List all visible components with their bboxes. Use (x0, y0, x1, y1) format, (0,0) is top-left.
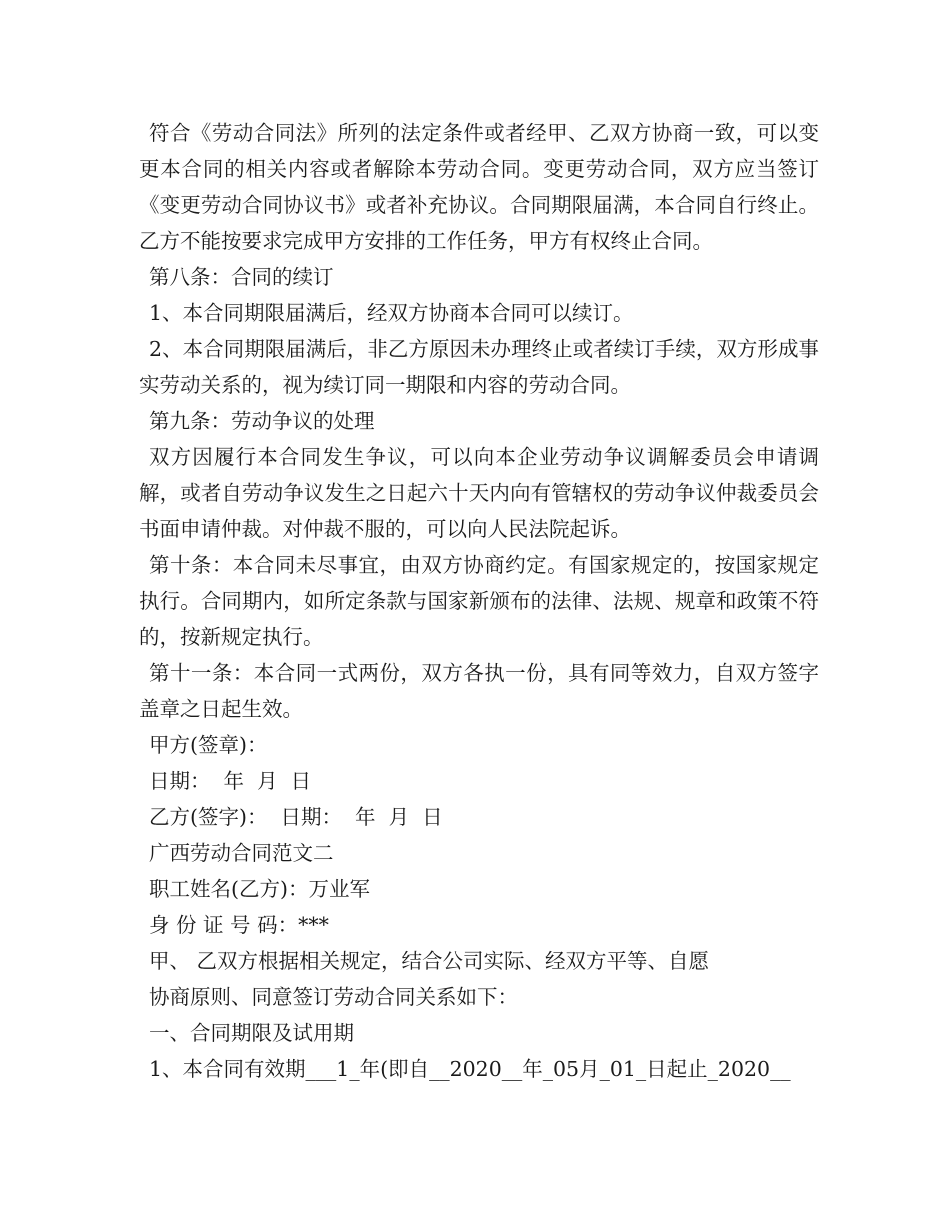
paragraph-contract-change: 符合《劳动合同法》所列的法定条件或者经甲、乙双方协商一致，可以变更本合同的相关内容或者解除本劳动合同。变更劳动合同，双方应当签订《变更劳动合同协议书》或者补充协议。合同期限届满，本合同自行终止。乙方不能按要求完成甲方安排的工作任务，甲方有权终止合同。 (139, 121, 819, 253)
party-b-signature-date-line: 乙方(签字)： 日期： 年 月 日 (149, 805, 443, 829)
document-body (139, 115, 819, 1087)
id-number-line: 身 份 证 号 码：*** (149, 913, 329, 937)
party-a-signature-line: 甲方(签章)： (149, 733, 268, 757)
heading-article-8: 第八条：合同的续订 (149, 265, 334, 289)
paragraph-renewal-2: 2、本合同期限届满后，非乙方原因未办理终止或者续订手续，双方形成事实劳动关系的，视为续订同一期限和内容的劳动合同。 (139, 337, 819, 397)
paragraph-validity-period: 1、本合同有效期___1_年(即自__2020__年_05月_01_日起止_2020__ (149, 1057, 791, 1081)
heading-article-9: 第九条：劳动争议的处理 (149, 409, 375, 433)
preamble-line-2: 协商原则、同意签订劳动合同关系如下： (149, 985, 518, 1009)
paragraph-renewal-1: 1、本合同期限届满后，经双方协商本合同可以续订。 (149, 301, 634, 325)
paragraph-dispute: 双方因履行本合同发生争议，可以向本企业劳动争议调解委员会申请调解，或者自劳动争议发生之日起六十天内向有管辖权的劳动争议仲裁委员会书面申请仲裁。对仲裁不服的，可以向人民法院起诉。 (139, 445, 819, 541)
preamble-line-1: 甲、 乙双方根据相关规定，结合公司实际、经双方平等、自愿 (149, 949, 710, 973)
employee-name-line: 职工姓名(乙方)：万业军 (149, 877, 370, 901)
party-a-date-line: 日期： 年 月 日 (149, 769, 312, 793)
heading-term-probation: 一、合同期限及试用期 (149, 1021, 354, 1045)
sample-two-title: 广西劳动合同范文二 (149, 841, 334, 865)
paragraph-article-10: 第十条：本合同未尽事宜，由双方协商约定。有国家规定的，按国家规定执行。合同期内，如所定条款与国家新颁布的法律、法规、规章和政策不符的，按新规定执行。 (139, 553, 819, 649)
paragraph-article-11: 第十一条：本合同一式两份，双方各执一份，具有同等效力，自双方签字盖章之日起生效。 (139, 661, 819, 721)
